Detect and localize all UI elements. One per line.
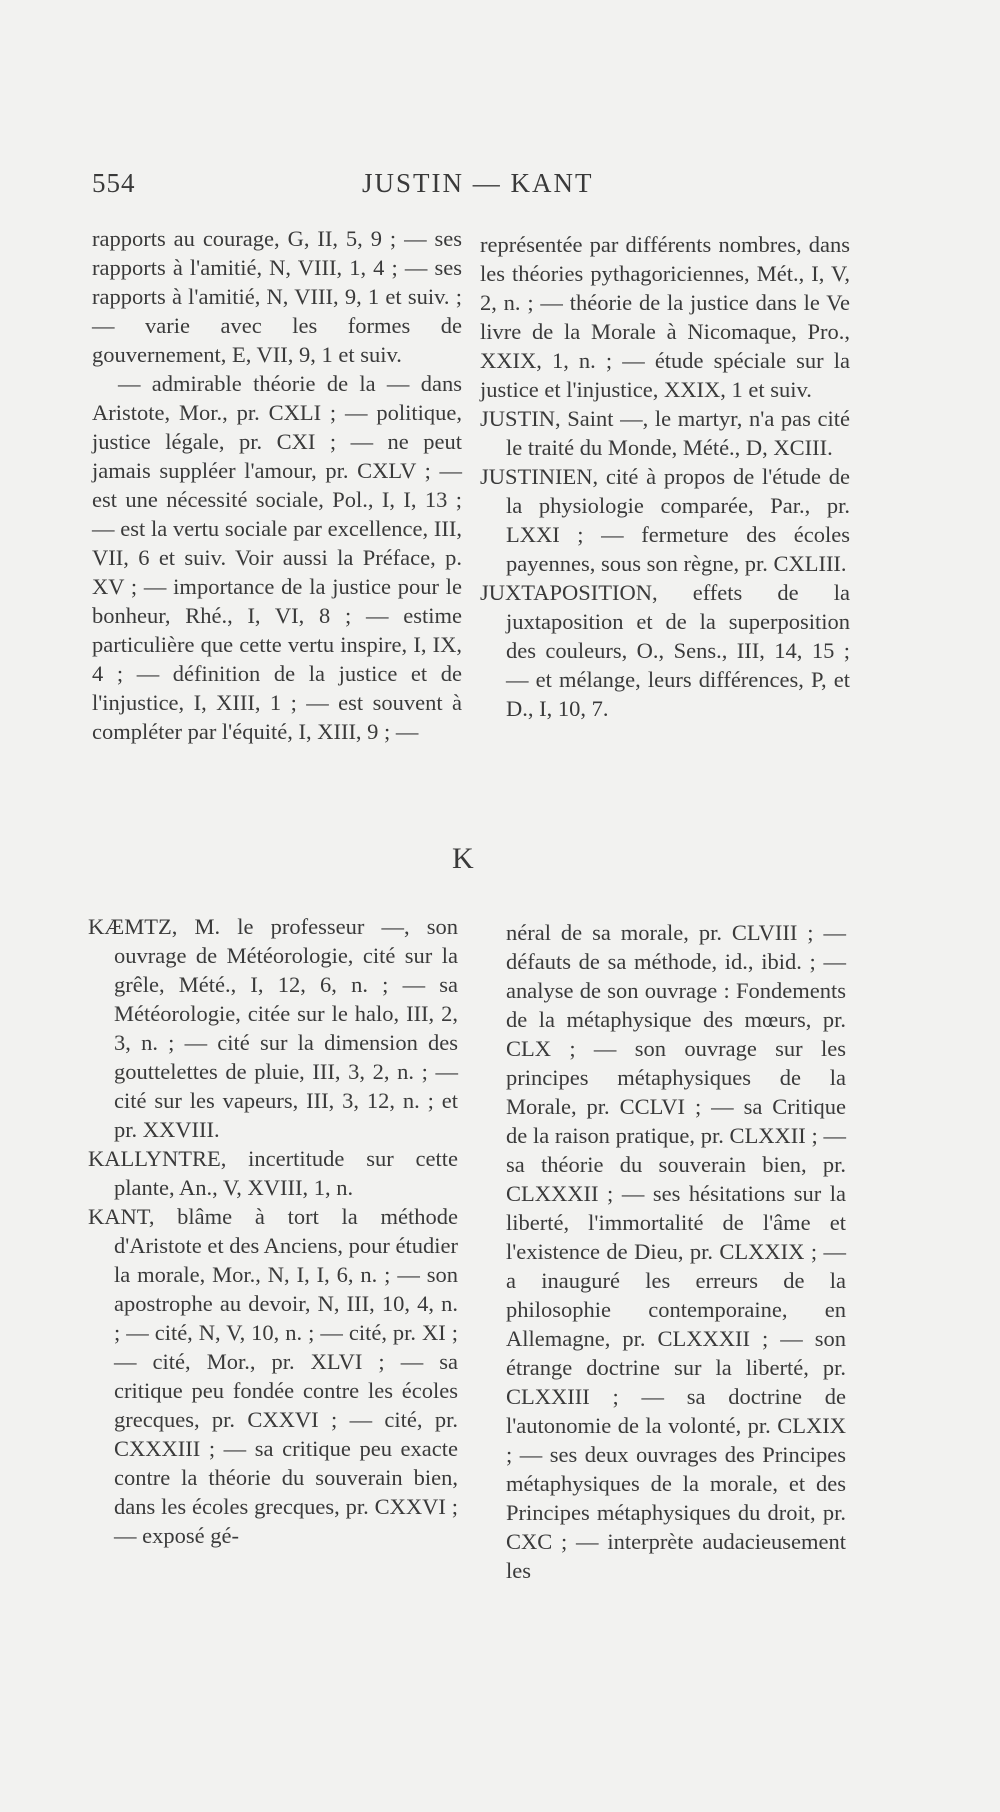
running-title: JUSTIN — KANT <box>362 168 594 198</box>
column-right-bottom <box>506 918 846 1585</box>
page-number: 554 <box>92 168 136 198</box>
entry-text: néral de sa morale, pr. CLVIII ; — défauts de sa méthode, id., ibid. ; — analyse de son ouvrage : Fondements de la métaphysique des mœurs, pr. CLX ; — son ouvrage sur les principes métaphysiques de la Morale, pr. CCLVI ; — sa Critique de la raison pratique, pr. CLXXII ; — sa théorie du souverain bien, pr. CLXXXII ; — ses hésitations sur la liberté, l'immortalité de l'âme et l'existence de Dieu, pr. CLXXIX ; — a inauguré les erreurs de la philosophie contemporaine, en Allemagne, pr. CLXXXII ; — son étrange doctrine sur la liberté, pr. CLXXIII ; — sa doctrine de l'autonomie de la volonté, pr. CLXIX ; — ses deux ouvrages des Principes métaphysiques de la morale, et des Principes métaphysiques du droit, pr. CXC ; — interprète audacieusement les <box>506 920 846 1583</box>
column-right-top <box>480 230 850 723</box>
page-header <box>92 168 852 208</box>
entry-justinien: JUSTINIEN, cité à propos de l'étude de la physiologie comparée, Par., pr. LXXI ; — fermeture des écoles payennes, sous son règne, pr. CXLIII. <box>480 464 850 576</box>
entry-kant: KANT, blâme à tort la méthode d'Aristote et des Anciens, pour étudier la morale, Mor., N, I, I, 6, n. ; — son apostrophe au devoir, N, III, 10, 4, n. ; — cité, N, V, 10, n. ; — cité, pr. XI ; — cité, Mor., pr. XLVI ; — sa critique peu fondée contre les écoles grecques, pr. CXXVI ; — cité, pr. CXXXIII ; — sa critique peu exacte contre la théorie du souverain bien, dans les écoles grecques, pr. CXXVI ; — exposé gé- <box>88 1204 458 1548</box>
column-left-top <box>92 224 462 746</box>
column-left-bottom <box>88 912 458 1550</box>
entry-justin: JUSTIN, Saint —, le martyr, n'a pas cité le traité du Monde, Mété., D, XCIII. <box>480 406 850 460</box>
entry-juxtaposition: JUXTAPOSITION, effets de la juxtaposition et de la superposition des couleurs, O., Sens., III, 14, 15 ; — et mélange, leurs différences, P, et D., I, 10, 7. <box>480 580 850 721</box>
entry-text: représentée par différents nombres, dans les théories pythagoriciennes, Mét., I, V, 2, n. ; — théorie de la justice dans le Ve livre de la Morale à Nicomaque, Pro., XXIX, 1, n. ; — étude spéciale sur la justice et l'injustice, XXIX, 1 et suiv. <box>480 232 850 402</box>
entry-text: — admirable théorie de la — dans Aristote, Mor., pr. CXLI ; — politique, justice légale, pr. CXI ; — ne peut jamais suppléer l'amour, pr. CXLV ; — est une nécessité sociale, Pol., I, I, 13 ; — est la vertu sociale par excellence, III, VII, 6 et suiv. Voir aussi la Préface, p. XV ; — importance de la justice pour le bonheur, Rhé., I, VI, 8 ; — estime particulière que cette vertu inspire, I, IX, 4 ; — définition de la justice et de l'injustice, I, XIII, 1 ; — est souvent à compléter par l'équité, I, XIII, 9 ; — <box>92 371 462 744</box>
section-letter: K <box>452 842 474 875</box>
entry-text: rapports au courage, G, II, 5, 9 ; — ses rapports à l'amitié, N, VIII, 1, 4 ; — ses rapports à l'amitié, N, VIII, 9, 1 et suiv. ; — varie avec les formes de gouvernement, E, VII, 9, 1 et suiv. <box>92 226 462 367</box>
entry-kallyntre: KALLYNTRE, incertitude sur cette plante, An., V, XVIII, 1, n. <box>88 1146 458 1200</box>
entry-kaemtz: KÆMTZ, M. le professeur —, son ouvrage de Météorologie, cité sur la grêle, Mété., I, 12, 6, n. ; — sa Météorologie, citée sur le halo, III, 2, 3, n. ; — cité sur la dimension des gouttelettes de pluie, III, 3, 2, n. ; — cité sur les vapeurs, III, 3, 12, n. ; et pr. XXVIII. <box>88 914 458 1142</box>
